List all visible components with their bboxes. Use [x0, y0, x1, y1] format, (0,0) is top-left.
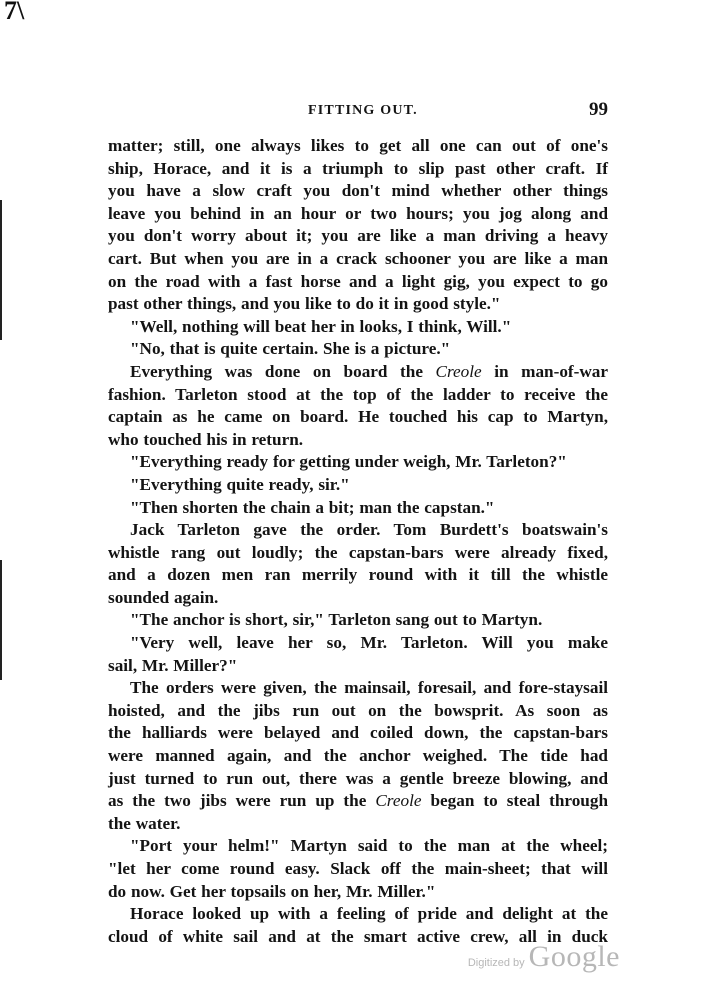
line-text: Jack Tarleton gave the order. Tom Burdett's boatswain's: [130, 520, 608, 540]
line-text: The orders were given, the mainsail, foresail, and fore-staysail: [130, 678, 608, 698]
line-text: "Very well, leave her so, Mr. Tarleton. Will you make: [130, 633, 608, 653]
ship-name: Creole: [375, 791, 422, 811]
text-line: [108, 632, 608, 655]
line-text: leave you behind in an hour or two hours; you jog along and: [108, 203, 608, 223]
text-line: [108, 406, 608, 429]
line-text: ship, Horace, and it is a triumph to slip past other craft. If: [108, 158, 608, 178]
text-line: [108, 474, 608, 497]
line-text: you have a slow craft you don't mind whether other things: [108, 181, 608, 201]
text-line: [108, 677, 608, 700]
text-line: [108, 271, 608, 294]
text-line: [108, 655, 608, 678]
text-line: [108, 384, 608, 407]
line-text: captain as he came on board. He touched his cap to Martyn,: [108, 407, 608, 427]
line-text: "Then shorten the chain a bit; man the capstan.": [130, 497, 495, 517]
text-line: [108, 519, 608, 542]
line-text: "let her come round easy. Slack off the main-sheet; that will: [108, 859, 608, 878]
line-text: Horace looked up with a feeling of pride and delight at the: [130, 904, 608, 924]
ship-name: Creole: [435, 361, 482, 381]
text-line: [108, 790, 608, 813]
line-text: and a dozen men ran merrily round with it till the whistle: [108, 565, 608, 585]
line-text: matter; still, one always likes to get all one can out of one's: [108, 136, 608, 155]
line-text: "Everything quite ready, sir.": [130, 474, 350, 494]
line-text: past other things, and you like to do it in good style.": [108, 294, 501, 314]
running-title: FITTING OUT.: [308, 103, 418, 118]
running-head: [108, 99, 608, 127]
line-text: "Well, nothing will beat her in looks, I think, Will.": [130, 316, 512, 336]
text-line: [108, 700, 608, 723]
line-text: as the two jibs were run up the: [108, 791, 367, 811]
body-text: [108, 135, 608, 948]
text-line: [108, 180, 608, 203]
text-line: [108, 497, 608, 520]
text-line: [108, 881, 608, 904]
corner-mark: 7\: [4, 0, 25, 25]
page-number: 99: [589, 99, 608, 120]
line-text: sail, Mr. Miller?": [108, 655, 238, 675]
text-line: [108, 609, 608, 632]
text-line: [108, 768, 608, 791]
line-text-continued: began to steal through: [421, 791, 608, 811]
line-text: "Port your helm!" Martyn said to the man at the wheel;: [130, 836, 608, 856]
line-text: you don't worry about it; you are like a man driving a heavy: [108, 226, 608, 246]
text-line: [108, 587, 608, 610]
text-line: [108, 542, 608, 565]
line-text: "The anchor is short, sir," Tarleton sang out to Martyn.: [130, 610, 543, 630]
line-text: cart. But when you are in a crack schooner you are like a man: [108, 248, 608, 268]
text-line: [108, 903, 608, 926]
line-text: who touched his in return.: [108, 429, 304, 449]
line-text: the halliards were belayed and coiled down, the capstan-bars: [108, 723, 608, 743]
line-text: "Everything ready for getting under weigh, Mr. Tarleton?": [130, 452, 567, 472]
text-line: [108, 248, 608, 271]
line-text: sounded again.: [108, 587, 219, 607]
scan-edge-line: [0, 200, 2, 340]
text-line: [108, 203, 608, 226]
text-line: [108, 293, 608, 316]
line-text: hoisted, and the jibs run out on the bowsprit. As soon as: [108, 700, 608, 720]
text-line: [108, 813, 608, 836]
text-line: [108, 338, 608, 361]
text-line: [108, 135, 608, 158]
text-line: [108, 858, 608, 881]
line-text: cloud of white sail and at the smart active crew, all in duck: [108, 926, 608, 946]
line-text: the water.: [108, 813, 181, 833]
line-text: whistle rang out loudly; the capstan-bars were already fixed,: [108, 542, 608, 562]
line-text: "No, that is quite certain. She is a picture.": [130, 339, 451, 359]
text-line: [108, 225, 608, 248]
digitized-by-watermark: [468, 940, 620, 974]
line-text: Everything was done on board the: [130, 361, 423, 381]
text-line: [108, 158, 608, 181]
text-line: [108, 429, 608, 452]
scan-edge-line: [0, 560, 2, 680]
text-line: [108, 564, 608, 587]
text-line: [108, 835, 608, 858]
line-text: just turned to run out, there was a gentle breeze blowing, and: [108, 768, 608, 788]
google-logo-text: Google: [528, 940, 620, 973]
line-text: were manned again, and the anchor weighed. The tide had: [108, 746, 608, 766]
line-text-continued: in man-of-war: [481, 361, 608, 381]
line-text: fashion. Tarleton stood at the top of the ladder to receive the: [108, 384, 608, 404]
text-line: [108, 361, 608, 384]
watermark-small-text: Digitized by: [467, 957, 525, 969]
line-text: on the road with a fast horse and a light gig, you expect to go: [108, 271, 608, 291]
text-line: [108, 451, 608, 474]
text-line: [108, 745, 608, 768]
text-line: [108, 316, 608, 339]
line-text: do now. Get her topsails on her, Mr. Miller.": [108, 881, 436, 901]
text-line: [108, 722, 608, 745]
